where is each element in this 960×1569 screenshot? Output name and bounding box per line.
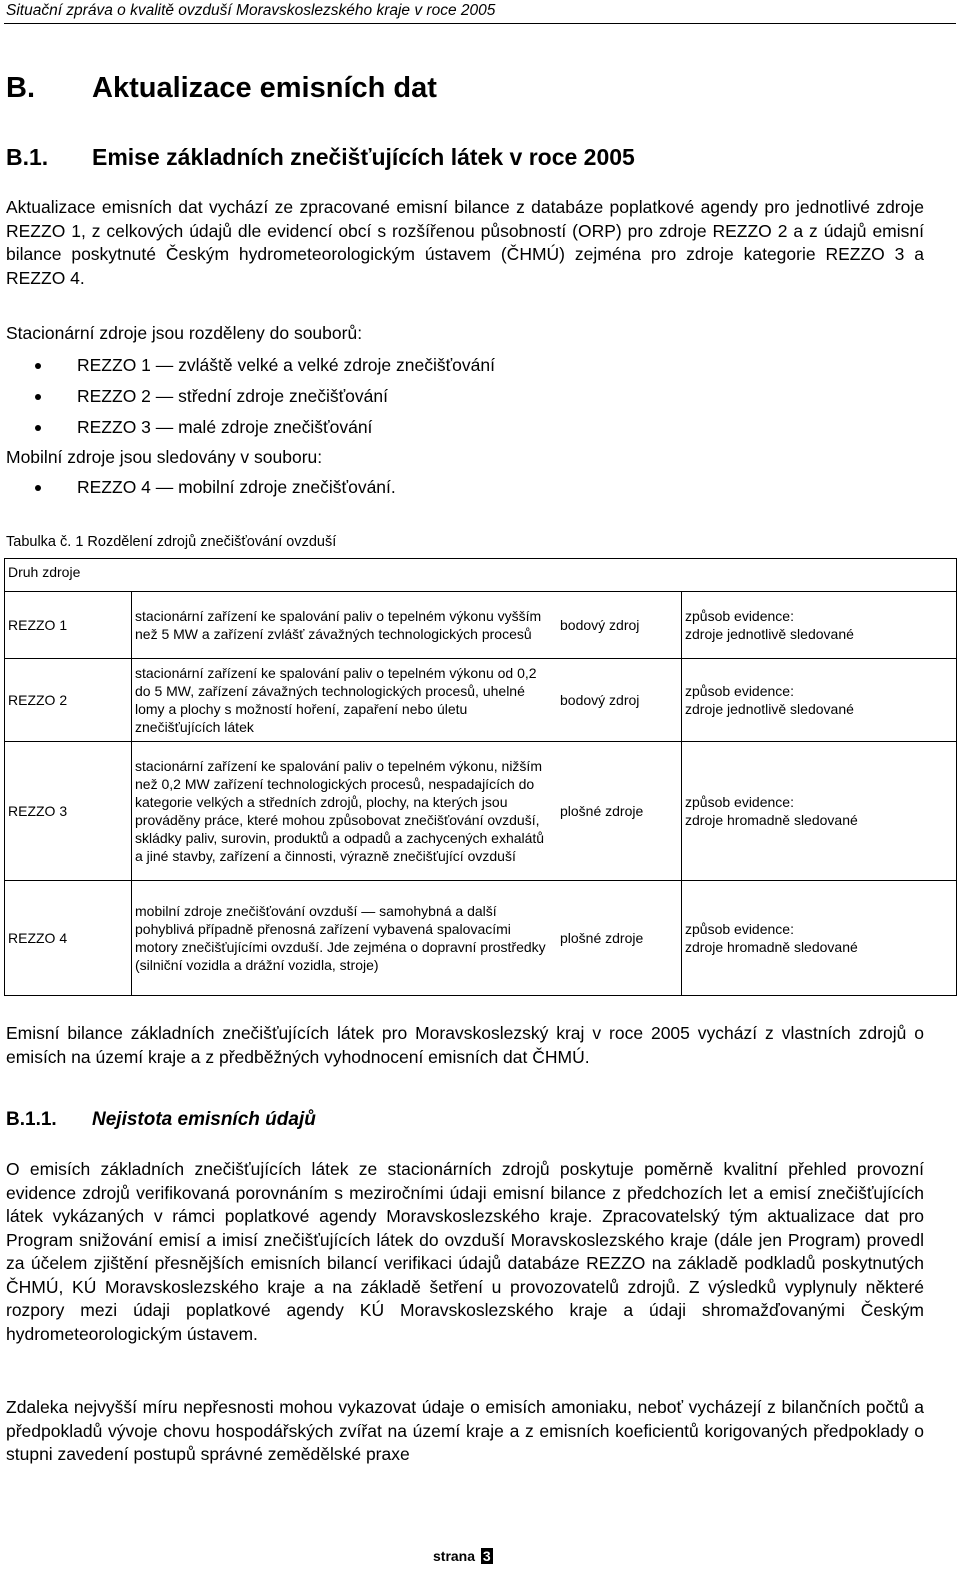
source-type: bodový zdroj [557,592,682,659]
list-item [0,353,495,384]
ammonia-paragraph: Zdaleka nejvyšší míru nepřesnosti mohou vykazovat údaje o emisích amoniaku, neboť vycházejí z bilančních počtů a předpokladů vývoje chovu hospodářských zvířat na území kraje a z emisních koeficientů korigovaných předpoklady o stupni zavedení postupů správné zemědělské praxe [6,1397,924,1464]
list-item-text: REZZO 2 — střední zdroje znečišťování [77,386,388,406]
mobile-intro: Mobilní zdroje jsou sledovány v souboru: [6,447,323,467]
section-b1-number: B.1. [6,144,49,170]
mobile-list [0,475,396,506]
list-item [0,475,396,506]
evidence-label: způsob evidence: [685,608,794,624]
evidence-label: způsob evidence: [685,921,794,937]
source-description: stacionární zařízení ke spalování paliv o tepelném výkonu vyšším než 5 MW a zařízení zvlášť závažných technologických procesů [132,592,558,659]
bullet-icon [35,425,41,431]
intro-paragraph: Aktualizace emisních dat vychází ze zpracované emisní bilance z databáze poplatkové agendy pro jednotlivé zdroje REZZO 1, z celkových údajů dle evidencí obcí s rozšířenou působností (ORP) pro zdroje REZZO 2 a z údajů emisní bilance poskytnuté Českým hydrometeorologickým ústavem (ČHMÚ) zejména pro zdroje kategorie REZZO 3 a REZZO 4. [6,197,924,288]
page-number: 3 [482,1548,491,1564]
source-type: bodový zdroj [557,659,682,742]
bullet-icon [35,394,41,400]
list-item [0,415,495,446]
source-type: plošné zdroje [557,742,682,881]
evidence-value: zdroje hromadně sledované [685,939,858,955]
bullet-icon [35,485,41,491]
table-header-row [5,559,957,592]
evidence-value: zdroje jednotlivě sledované [685,626,854,642]
balance-paragraph: Emisní bilance základních znečišťujících látek pro Moravskoslezský kraj v roce 2005 vychází z vlastních zdrojů o emisích na území kraje a z předběžných vyhodnocení emisních dat ČHMÚ. [6,1023,924,1067]
source-description: mobilní zdroje znečišťování ovzduší — samohybná a další pohyblivá případně přenosná zařízení vybavená spalovacími motory znečišťujícími ovzduší. Jde zejména o dopravní prostředky (silniční vozidla a drážní vozidla, stroje) [132,881,558,996]
evidence-value: zdroje jednotlivě sledované [685,701,854,717]
stationary-list [0,353,495,446]
table-row [5,742,957,881]
page-footer [433,1548,493,1564]
list-item [0,384,495,415]
evidence-cell [682,659,957,742]
table-caption: Tabulka č. 1 Rozdělení zdrojů znečišťování ovzduší [6,534,337,550]
source-type: plošné zdroje [557,881,682,996]
source-name: REZZO 3 [5,742,132,881]
section-b-heading [6,72,437,105]
evidence-label: způsob evidence: [685,683,794,699]
source-description: stacionární zařízení ke spalování paliv o tepelném výkonu od 0,2 do 5 MW, zařízení závažných technologických procesů, uhelné lomy a plochy s možností hoření, zapaření nebo úletu znečišťujících látek [132,659,558,742]
uncertainty-paragraph: O emisích základních znečišťujících látek ze stacionárních zdrojů poskytuje poměrně kvalitní přehled provozní evidence zdrojů verifikovaná porovnáním s meziročními údaji emisní bilance z předchozích let a emisí znečišťujících látek vykázaných v rámci poplatkové agendy Moravskoslezského kraje. Zpracovatelský tým aktualizace dat pro Program snižování emisí a imisí znečišťujících látek do ovzduší Moravskoslezského kraje (dále jen Program) provedl za účelem zjištění přesnějších emisních bilancí verifikaci údajů databáze REZZO na základě podkladů poskytnutých ČHMÚ, KÚ Moravskoslezského kraje a na základě šetření u provozovatelů zdrojů. Z výsledků vyplynuly některé rozpory mezi údaji poplatkové agendy KÚ Moravskoslezského kraje a údaji shromažďovanými Českým hydrometeorologickým ústavem. [6,1159,924,1344]
section-b1-heading [6,144,635,171]
table-row [5,881,957,996]
section-b11-heading [6,1109,316,1131]
evidence-label: způsob evidence: [685,794,794,810]
source-name: REZZO 1 [5,592,132,659]
running-header: Situační zpráva o kvalitě ovzduší Moravskoslezského kraje v roce 2005 [6,2,496,19]
source-description: stacionární zařízení ke spalování paliv o tepelném výkonu, nižším než 0,2 MW zařízení technologických procesů, nespadajících do kategorie velkých a středních zdrojů, plochy, na kterých jsou prováděny práce, které mohou způsobovat znečišťování ovzduší, skládky paliv, surovin, produktů a odpadů a zachycených exhalátů a jiné stavby, zařízení a činnosti, výrazně znečišťující ovzduší [132,742,558,881]
list-item-text: REZZO 1 — zvláště velké a velké zdroje znečišťování [77,355,495,375]
section-b11-title: Nejistota emisních údajů [92,1109,316,1130]
bullet-icon [35,363,41,369]
source-name: REZZO 2 [5,659,132,742]
evidence-cell [682,742,957,881]
sources-table [4,558,957,996]
section-b1-title: Emise základních znečišťujících látek v roce 2005 [92,144,635,170]
section-b-title: Aktualizace emisních dat [92,72,437,104]
page-label: strana [433,1548,476,1564]
evidence-value: zdroje hromadně sledované [685,812,858,828]
table-row [5,659,957,742]
evidence-cell [682,881,957,996]
section-b11-number: B.1.1. [6,1109,57,1130]
header-rule [4,23,956,24]
table-header-cell: Druh zdroje [5,559,957,592]
table-row [5,592,957,659]
section-b-number: B. [6,72,35,104]
stationary-intro: Stacionární zdroje jsou rozděleny do souborů: [6,323,363,343]
evidence-cell [682,592,957,659]
source-name: REZZO 4 [5,881,132,996]
list-item-text: REZZO 4 — mobilní zdroje znečišťování. [77,477,396,497]
list-item-text: REZZO 3 — malé zdroje znečišťování [77,417,373,437]
